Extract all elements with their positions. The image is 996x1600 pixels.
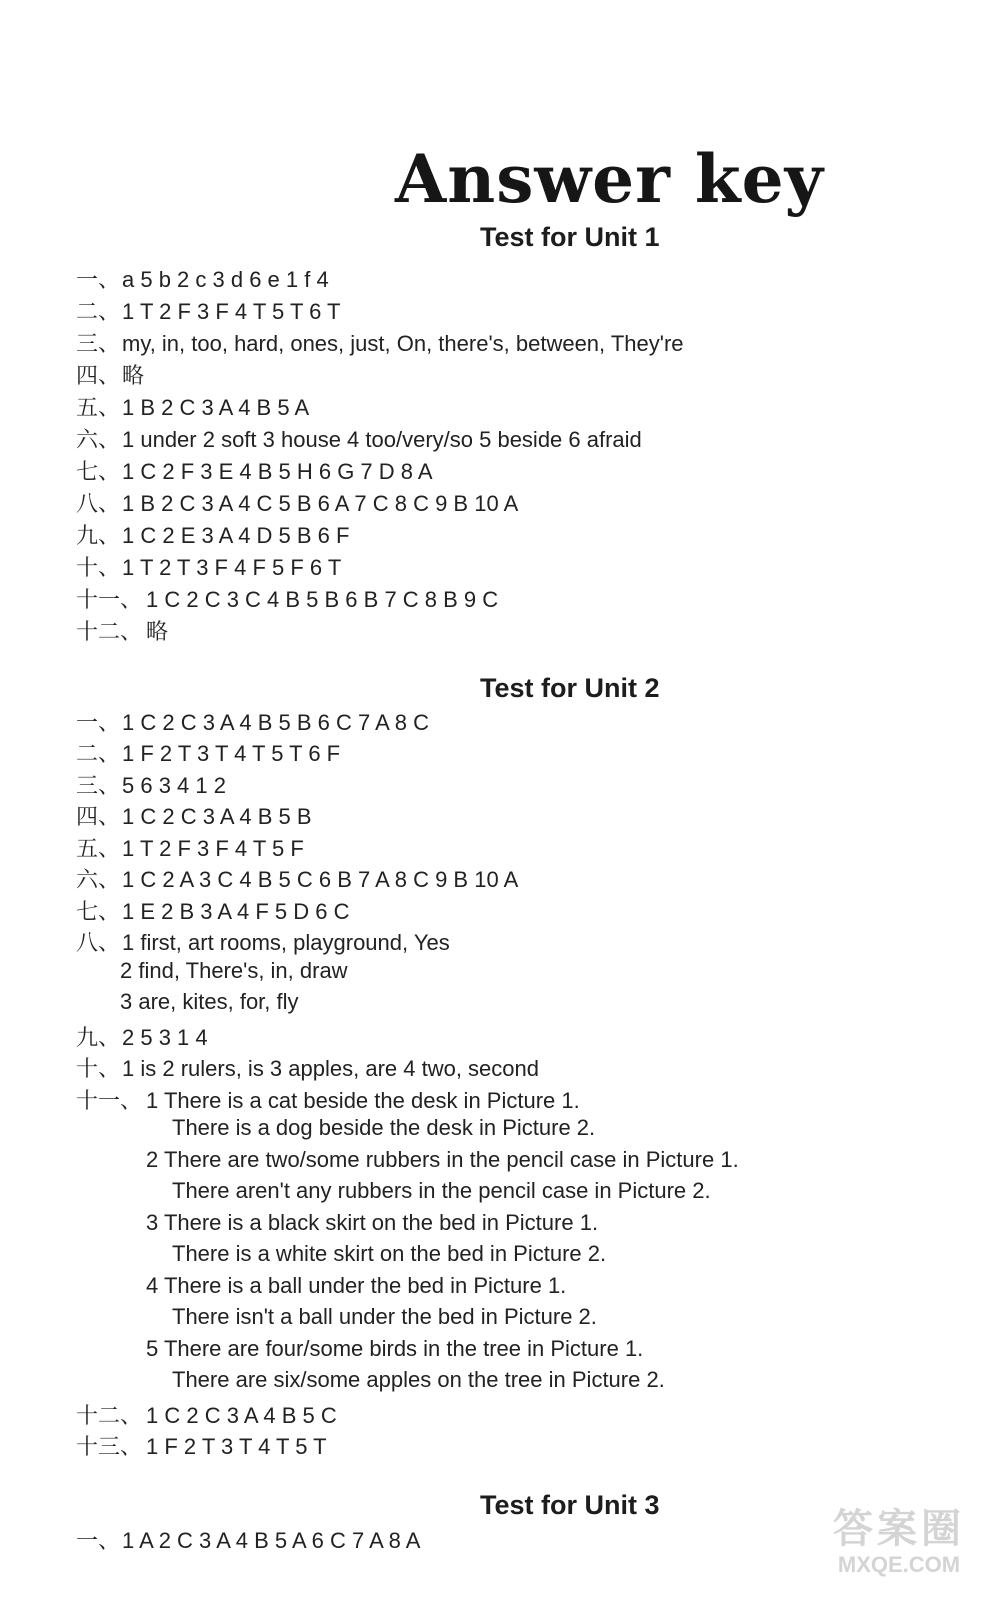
row-number: 十、 [76, 1056, 121, 1081]
row-number: 三、 [76, 773, 121, 798]
answer-row [76, 800, 312, 831]
row-number: 十一、 [76, 1088, 143, 1113]
answer-row [76, 487, 518, 518]
row-answers: 1 under 2 soft 3 house 4 too/very/so 5 beside 6 afraid [122, 427, 642, 452]
row-number: 十二、 [76, 619, 143, 644]
page-title: Answer key [395, 140, 824, 218]
row-number: 十二、 [76, 1403, 143, 1428]
answer-subline: There are six/some apples on the tree in Picture 2. [172, 1367, 665, 1392]
row-number: 四、 [76, 804, 121, 829]
row-number: 十三、 [76, 1434, 143, 1459]
answer-row [76, 769, 226, 800]
row-number: 五、 [76, 395, 121, 420]
answer-subline: 3 There is a black skirt on the bed in Picture 1. [146, 1210, 599, 1235]
answer-row [76, 1430, 327, 1461]
answer-row [76, 423, 642, 454]
row-number: 九、 [76, 523, 121, 548]
answer-row [76, 832, 304, 863]
row-number: 十一、 [76, 587, 143, 612]
row-answers: 1 C 2 E 3 A 4 D 5 B 6 F [122, 523, 350, 548]
answer-subline: There is a white skirt on the bed in Picture 2. [172, 1241, 607, 1266]
unit-heading-1: Test for Unit 1 [480, 222, 660, 252]
row-answers: 2 5 3 1 4 [122, 1025, 208, 1050]
answer-row [76, 706, 429, 737]
row-answers: 1 C 2 C 3 C 4 B 5 B 6 B 7 C 8 B 9 C [146, 587, 499, 612]
row-number: 十、 [76, 555, 121, 580]
row-answers: 1 C 2 F 3 E 4 B 5 H 6 G 7 D 8 A [122, 459, 433, 484]
answer-subline: There aren't any rubbers in the pencil case in Picture 2. [172, 1178, 711, 1203]
row-number: 七、 [76, 899, 121, 924]
answer-subline: There is a dog beside the desk in Picture 2. [172, 1115, 596, 1140]
row-answers: 1 C 2 C 3 A 4 B 5 C [146, 1403, 337, 1428]
row-answers: 1 is 2 rulers, is 3 apples, are 4 two, second [122, 1056, 539, 1081]
row-number: 一、 [76, 1528, 121, 1553]
answer-subline: 2 find, There's, in, draw [120, 958, 348, 983]
row-number: 一、 [76, 267, 121, 292]
row-number: 七、 [76, 459, 121, 484]
row-answers: 5 6 3 4 1 2 [122, 773, 226, 798]
answer-row [76, 1084, 580, 1115]
answer-row [76, 737, 340, 768]
watermark-site: MXQE.COM [837, 1552, 961, 1577]
row-number: 二、 [76, 299, 121, 324]
answer-row [76, 359, 144, 390]
row-answers: 1 C 2 A 3 C 4 B 5 C 6 B 7 A 8 C 9 B 10 A [122, 867, 519, 892]
row-number: 八、 [76, 930, 121, 955]
answer-row [76, 895, 349, 926]
answer-row [76, 263, 329, 294]
row-number: 三、 [76, 331, 121, 356]
row-number: 五、 [76, 836, 121, 861]
row-answers: 略 [146, 619, 169, 644]
answer-row [76, 1524, 420, 1555]
row-answers: 1 A 2 C 3 A 4 B 5 A 6 C 7 A 8 A [122, 1528, 421, 1553]
row-number: 六、 [76, 427, 121, 452]
answer-row [76, 519, 349, 550]
row-answers: 1 F 2 T 3 T 4 T 5 T [146, 1434, 327, 1459]
answer-row [76, 1021, 208, 1052]
row-number: 六、 [76, 867, 121, 892]
row-answers: 1 There is a cat beside the desk in Picture 1. [146, 1088, 580, 1113]
answer-subline: 3 are, kites, for, fly [120, 989, 299, 1014]
answer-subline: There isn't a ball under the bed in Picture 2. [172, 1304, 597, 1329]
unit-heading-3: Test for Unit 3 [480, 1490, 660, 1520]
row-number: 八、 [76, 491, 121, 516]
answer-row [76, 1399, 337, 1430]
row-answers: 1 first, art rooms, playground, Yes [122, 930, 450, 955]
answer-row [76, 391, 309, 422]
row-number: 九、 [76, 1025, 121, 1050]
row-answers: 1 C 2 C 3 A 4 B 5 B 6 C 7 A 8 C [122, 710, 429, 735]
answer-subline: 5 There are four/some birds in the tree in Picture 1. [146, 1336, 644, 1361]
answer-row [76, 926, 450, 957]
answer-subline: 4 There is a ball under the bed in Picture 1. [146, 1273, 567, 1298]
row-number: 一、 [76, 710, 121, 735]
row-number: 四、 [76, 363, 121, 388]
row-answers: 略 [122, 363, 145, 388]
answer-row [76, 551, 341, 582]
row-answers: 1 B 2 C 3 A 4 B 5 A [122, 395, 310, 420]
watermark [814, 1506, 984, 1586]
answer-row [76, 583, 498, 614]
answer-subline: 2 There are two/some rubbers in the pencil case in Picture 1. [146, 1147, 739, 1172]
answer-row [76, 615, 168, 646]
watermark-logo: 答案圈 [833, 1507, 965, 1551]
row-number: 二、 [76, 741, 121, 766]
row-answers: 1 T 2 F 3 F 4 T 5 T 6 T [122, 299, 341, 324]
answer-row [76, 455, 433, 486]
row-answers: my, in, too, hard, ones, just, On, there's, between, They're [122, 331, 684, 356]
answer-row [76, 295, 341, 326]
answer-row [76, 863, 518, 894]
row-answers: 1 C 2 C 3 A 4 B 5 B [122, 804, 312, 829]
row-answers: 1 E 2 B 3 A 4 F 5 D 6 C [122, 899, 350, 924]
answer-row [76, 327, 684, 358]
row-answers: 1 T 2 T 3 F 4 F 5 F 6 T [122, 555, 342, 580]
row-answers: a 5 b 2 c 3 d 6 e 1 f 4 [122, 267, 329, 292]
row-answers: 1 F 2 T 3 T 4 T 5 T 6 F [122, 741, 341, 766]
answer-row [76, 1052, 539, 1083]
unit-heading-2: Test for Unit 2 [480, 673, 660, 703]
row-answers: 1 B 2 C 3 A 4 C 5 B 6 A 7 C 8 C 9 B 10 A [122, 491, 519, 516]
row-answers: 1 T 2 F 3 F 4 T 5 F [122, 836, 304, 861]
